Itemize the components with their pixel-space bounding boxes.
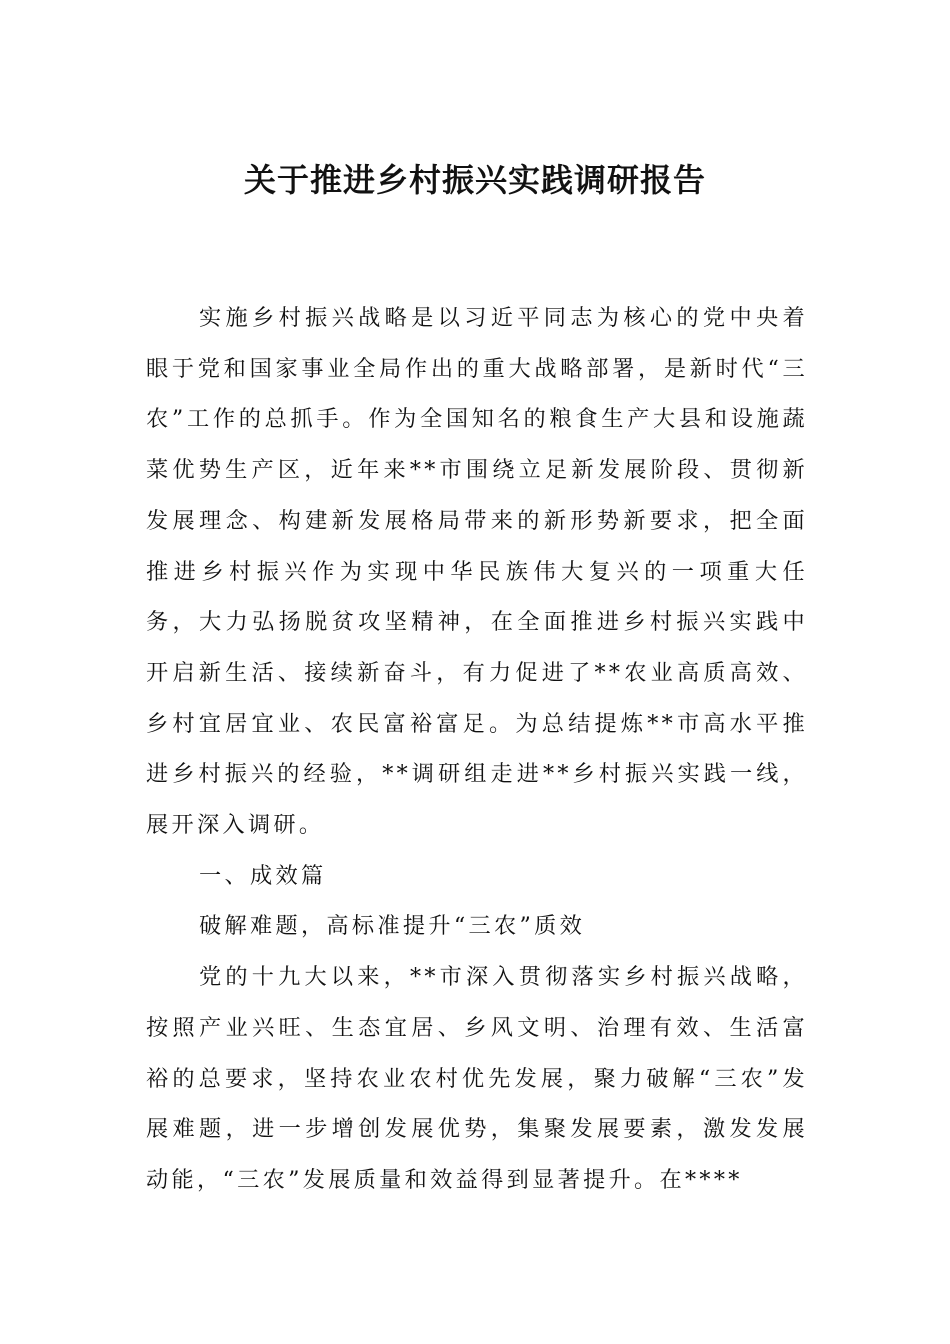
subsection-heading: 破解难题，高标准提升“三农”质效 (199, 913, 586, 940)
body-paragraph: 党的十九大以来，**市深入贯彻落实乡村振兴战略，按照产业兴旺、生态宜居、乡风文明、治理有效、生活富裕的总要求，坚持农业农村优先发展，聚力破解“三农”发展难题，进一步增创发展优势，集聚发展要素，激发发展动能，“三农”发展质量和效益得到显著提升。在**** (146, 964, 808, 1193)
intro-paragraph: 实施乡村振兴战略是以习近平同志为核心的党中央着眼于党和国家事业全局作出的重大战略部署，是新时代“三农”工作的总抓手。作为全国知名的粮食生产大县和设施蔬菜优势生产区，近年来**市围绕立足新发展阶段、贯彻新发展理念、构建新发展格局带来的新形势新要求，把全面推进乡村振兴作为实现中华民族伟大复兴的一项重大任务，大力弘扬脱贫攻坚精神，在全面推进乡村振兴实践中开启新生活、接续新奋斗，有力促进了**农业高质高效、乡村宜居宜业、农民富裕富足。为总结提炼**市高水平推进乡村振兴的经验，**调研组走进**乡村振兴实践一线，展开深入调研。 (146, 305, 808, 839)
document-body (146, 293, 808, 1206)
section-heading: 一、成效篇 (199, 862, 327, 889)
document-title: 关于推进乡村振兴实践调研报告 (243, 161, 706, 199)
